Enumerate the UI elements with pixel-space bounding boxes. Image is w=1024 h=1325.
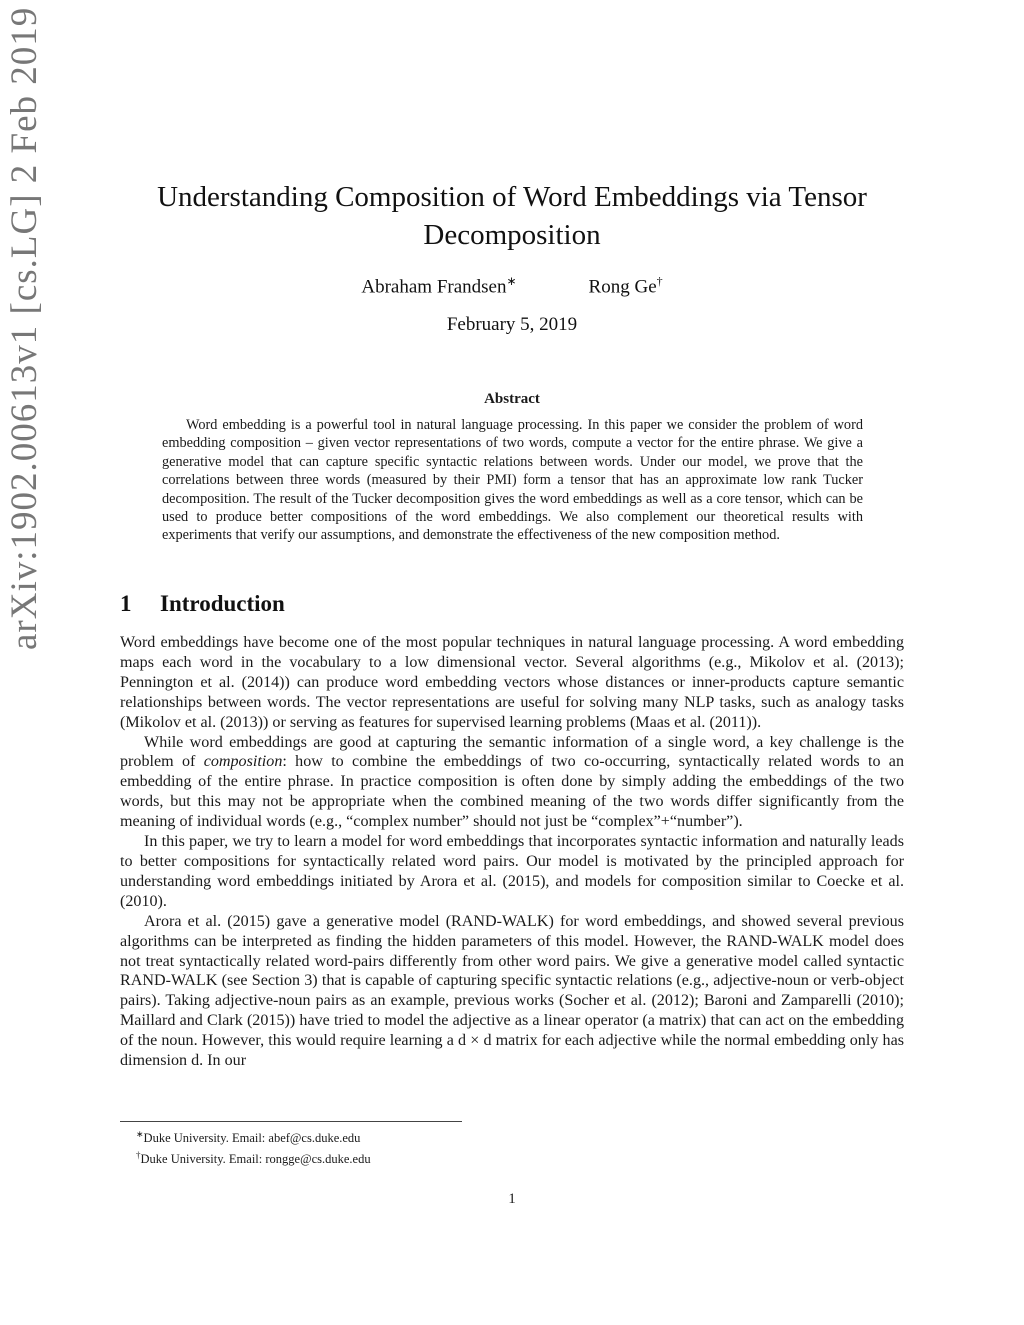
paragraph: While word embeddings are good at capturing the semantic information of a single word, a key challenge is the problem of composition: how to combine the embeddings of two co-occurring, syntactically related words to an embedding of the entire phrase. In practice composition is often done by simply adding the embeddings of the two words, but this may not be appropriate when the combined meaning of the two words differ significantly from the meaning of individual words (e.g., “complex number” should not just be “complex”+“number”). (120, 733, 904, 831)
section-number: 1 (120, 591, 132, 616)
paragraph: Word embeddings have become one of the most popular techniques in natural language processing. A word embedding maps each word in the vocabulary to a low dimensional vector. Several algorithms (e.g., Mikolov et al. (2013); Pennington et al. (2014)) can produce word embedding vectors whose distances or inner-products capture semantic relationships between words. The vector representations are useful for solving many NLP tasks, such as analogy tasks (Mikolov et al. (2013)) or serving as features for supervised learning problems (Maas et al. (2011)). (120, 634, 904, 731)
introduction-body (120, 633, 904, 1071)
abstract-text: Word embedding is a powerful tool in natural language processing. In this paper we consider the problem of word embedding composition – given vector representations of two words, compute a vector for the entire phrase. We give a generative model that can capture specific syntactic relations between words. Under our model, we prove that the correlations between three words (measured by their PMI) form a tensor that has an approximate low rank Tucker decomposition. The result of the Tucker decomposition gives the word embeddings as well as a core tensor, which can be used to produce better compositions of the word embeddings. We also complement our theoretical results with experiments that verify our assumptions, and demonstrate the effectiveness of the new composition method. (162, 417, 863, 544)
emphasis: composition (203, 753, 283, 771)
paragraph: In this paper, we try to learn a model for word embeddings that incorporates syntactic information and naturally leads to better compositions for syntactically related word pairs. Our model is motivated by the principled approach for understanding word embeddings initiated by Arora et al. (2015), and models for composition similar to Coecke et al. (2010). (120, 833, 904, 910)
footnote: ∗Duke University. Email: abef@cs.duke.edu (136, 1129, 361, 1146)
footnote: †Duke University. Email: rongge@cs.duke.edu (136, 1149, 371, 1166)
footnote-divider (120, 1121, 462, 1122)
section-heading (120, 591, 285, 617)
publication-date: February 5, 2019 (446, 314, 578, 335)
author: Abraham Frandsen∗ (361, 274, 517, 298)
author: Rong Ge† (588, 274, 663, 298)
paper-title: Understanding Composition of Word Embeddings via Tensor Decomposition (157, 181, 867, 251)
paragraph: Arora et al. (2015) gave a generative model (RAND-WALK) for word embeddings, and showed several previous algorithms can be interpreted as finding the hidden parameters of this model. However, the RAND-WALK model does not treat syntactically related word-pairs differently from other word pairs. We give a generative model called syntactic RAND-WALK (see Section 3) that is capable of capturing specific syntactic relations (e.g., adjective-noun or verb-object pairs). Taking adjective-noun pairs as an example, previous works (Socher et al. (2012); Baroni and Zamparelli (2010); Maillard and Clark (2015)) have tried to model the adjective as a linear operator (a matrix) that can act on the embedding of the noun. However, this would require learning a d × d matrix for each adjective while the normal embedding only has dimension d. In our (120, 912, 904, 1070)
page-number: 1 (508, 1191, 516, 1207)
footnotes (120, 1126, 620, 1167)
author-list (120, 274, 904, 298)
section-title: Introduction (160, 591, 285, 616)
arxiv-identifier-stamp: arXiv:1902.00613v1 [cs.LG] 2 Feb 2019 (4, 6, 45, 650)
abstract-heading: Abstract (484, 391, 540, 407)
